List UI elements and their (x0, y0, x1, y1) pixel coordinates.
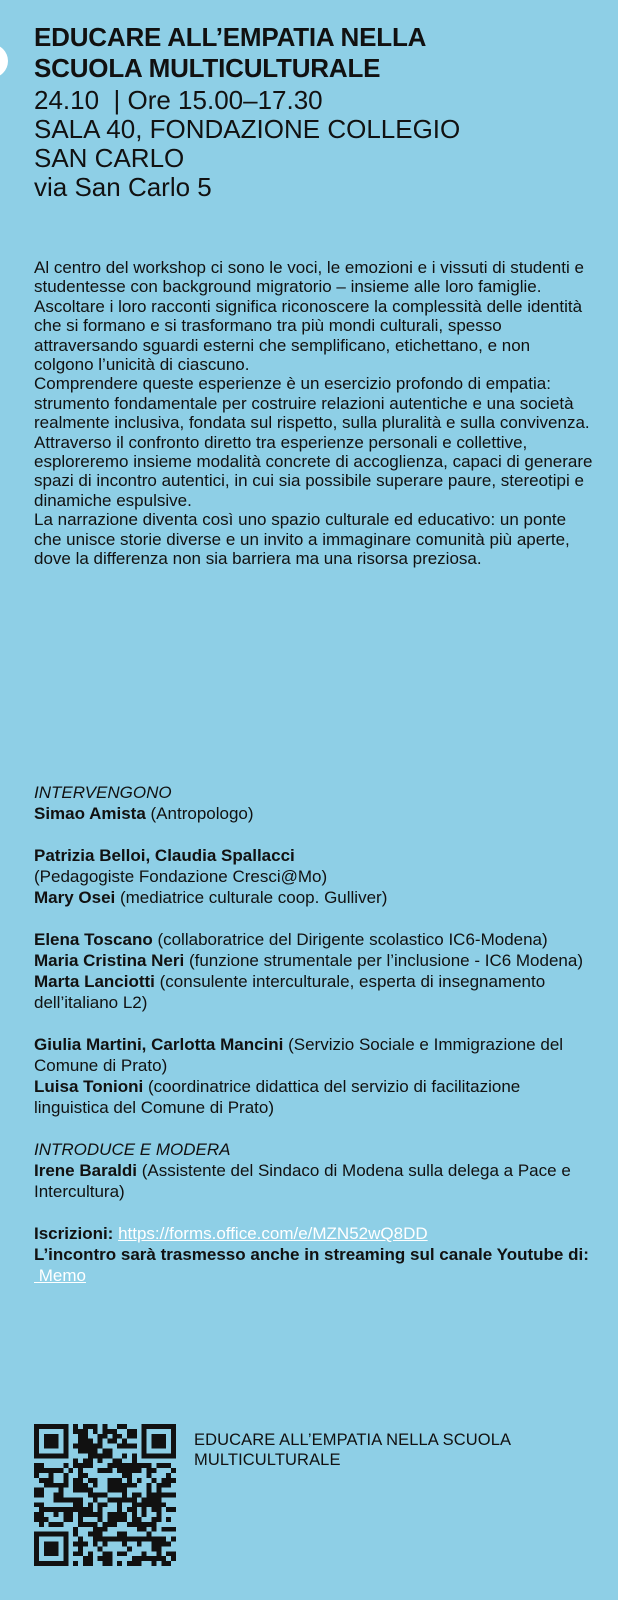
registration-line (34, 1223, 594, 1244)
venue-line-1: SALA 40, FONDAZIONE COLLEGIO (34, 114, 461, 144)
speaker-role: (consulente interculturale, esperta di insegnamento dell’italiano L2) (34, 972, 546, 1012)
speaker-name: Giulia Martini, Carlotta Mancini (34, 1035, 284, 1054)
event-description (34, 258, 594, 569)
moderator-role: (Assistente del Sindaco di Modena sulla delega a Pace e Intercultura) (34, 1161, 571, 1201)
speaker-name: Mary Osei (34, 888, 116, 907)
speaker-entry (34, 971, 594, 1013)
description-paragraph: La narrazione diventa così uno spazio culturale ed educativo: un ponte che unisce storie diverse e un invito a immaginare comunità più aperte, dove la differenza non sia barriera ma una risorsa preziosa. (34, 510, 570, 569)
venue-address: via San Carlo 5 (34, 172, 212, 202)
description-paragraph: Comprendere queste esperienze è un esercizio profondo di empatia: strumento fondamentale per costruire relazioni autentiche e una società realmente inclusiva, fondata sul rispetto, sulla pluralità e sulla convivenza. (34, 374, 590, 433)
title-line-2: SCUOLA MULTICULTURALE (34, 53, 381, 83)
speakers-heading: INTERVENGONO (34, 783, 172, 802)
moderator-entry (34, 1160, 594, 1202)
speaker-entry (34, 1034, 594, 1076)
speaker-role: (funzione strumentale per l’inclusione - IC6 Modena) (184, 951, 583, 970)
speaker-entry (34, 1076, 594, 1118)
description-paragraph: Al centro del workshop ci sono le voci, le emozioni e i vissuti di studenti e studentesse con background migratorio – insieme alle loro famiglie. (34, 258, 584, 297)
page-edge-tab (0, 44, 8, 78)
qr-code-icon (34, 1424, 176, 1566)
event-header (34, 22, 594, 202)
speaker-entry (34, 887, 594, 908)
speaker-entry (34, 845, 594, 866)
streaming-text: L’incontro sarà trasmesso anche in streaming sul canale Youtube di: (34, 1245, 589, 1264)
speaker-entry (34, 950, 594, 971)
speaker-entry (34, 803, 594, 824)
description-paragraph: Ascoltare i loro racconti significa riconoscere la complessità delle identità che si formano e si trasformano tra più mondi culturali, spesso attraversando sguardi esterni che semplificano, etichettano, e non colgono l’unicità di ciascuno. (34, 296, 583, 375)
description-paragraph: Attraverso il confronto diretto tra esperienze personali e collettive, esploreremo insieme modalità concrete di accoglienza, capaci di generare spazi di incontro autentici, in cui sia possibile superare paure, stereotipi e dinamiche espulsive. (34, 432, 593, 510)
speaker-role: (Antropologo) (145, 804, 254, 823)
speakers-section (34, 782, 594, 1286)
venue-line-2: SAN CARLO (34, 143, 185, 173)
speaker-name: Simao Amista (34, 804, 146, 823)
speaker-role: (coordinatrice didattica del servizio di facilitazione linguistica del Comune di Prato) (34, 1077, 521, 1117)
qr-caption: EDUCARE ALL’EMPATIA NELLA SCUOLA MULTICULTURALE (194, 1431, 511, 1469)
speaker-role: (mediatrice culturale coop. Gulliver) (115, 888, 388, 907)
moderator-heading: INTRODUCE E MODERA (34, 1140, 231, 1159)
speaker-name: Elena Toscano (34, 930, 153, 949)
youtube-channel-link[interactable]: Memo (34, 1266, 86, 1285)
speaker-name: Patrizia Belloi, Claudia Spallacci (34, 846, 295, 865)
speaker-role: (collaboratrice del Dirigente scolastico IC6-Modena) (152, 930, 548, 949)
speaker-role: (Pedagogiste Fondazione Cresci@Mo) (34, 867, 328, 886)
registration-label: Iscrizioni: (34, 1224, 119, 1243)
speaker-name: Marta Lanciotti (34, 972, 155, 991)
speaker-name: Luisa Tonioni (34, 1077, 144, 1096)
speaker-entry (34, 929, 594, 950)
streaming-line (34, 1244, 594, 1286)
event-meta (34, 86, 594, 202)
moderator-name: Irene Baraldi (34, 1161, 137, 1180)
speaker-name: Maria Cristina Neri (34, 951, 185, 970)
event-date-time: 24.10 | Ore 15.00–17.30 (34, 85, 323, 115)
registration-link[interactable]: https://forms.office.com/e/MZN52wQ8DD (118, 1224, 428, 1243)
title-line-1: EDUCARE ALL’EMPATIA NELLA (34, 22, 427, 52)
speaker-role: (Servizio Sociale e Immigrazione del Comune di Prato) (34, 1035, 564, 1075)
event-title (34, 22, 594, 84)
